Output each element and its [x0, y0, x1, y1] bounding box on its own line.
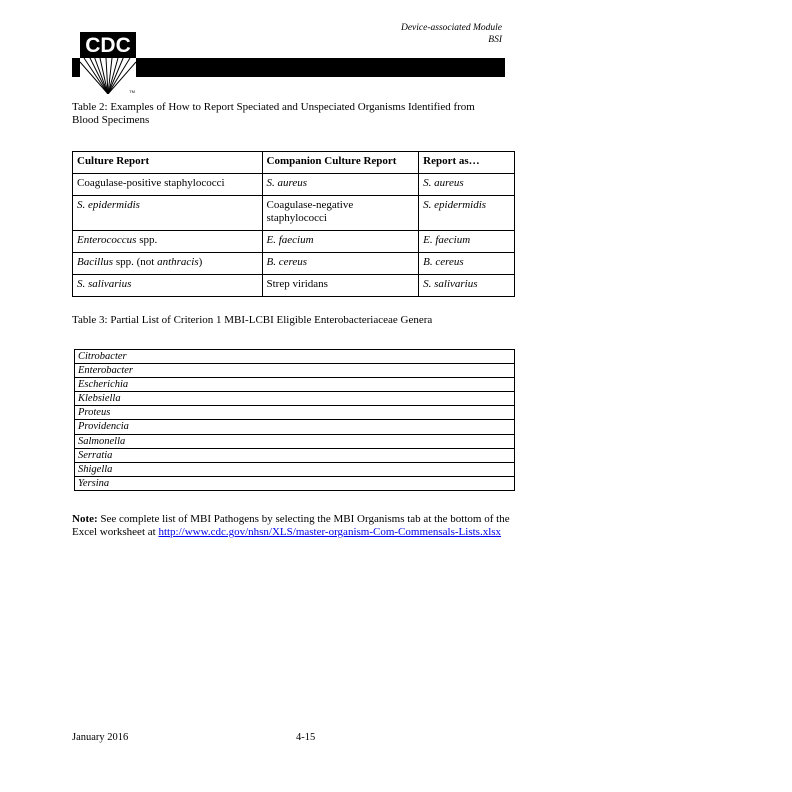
organism-report-table: [72, 151, 515, 297]
column-header: Report as…: [419, 152, 515, 174]
genus-cell: Klebsiella: [75, 392, 515, 406]
table-cell: S. salivarius: [419, 275, 515, 297]
note-paragraph: [72, 513, 532, 539]
table-cell: B. cereus: [419, 253, 515, 275]
note-label: Note:: [72, 513, 98, 525]
table-header-row: [73, 152, 515, 174]
table-row: [75, 392, 515, 406]
svg-text:TM: TM: [129, 89, 135, 94]
table-row: [75, 476, 515, 490]
table-cell: S. aureus: [262, 174, 419, 196]
header-bar: [72, 58, 505, 77]
table-row: [73, 231, 515, 253]
cdc-logo: [80, 32, 136, 94]
table-row: [73, 196, 515, 231]
genus-cell: Escherichia: [75, 378, 515, 392]
table3-caption: Table 3: Partial List of Criterion 1 MBI-LCBI Eligible Enterobacteriaceae Genera: [72, 314, 433, 326]
table-cell: Strep viridans: [262, 275, 419, 297]
genera-table: [74, 349, 515, 491]
table-cell: Coagulase-positive staphylococci: [73, 174, 263, 196]
table-row: [75, 378, 515, 392]
module-title: Device-associated Module: [400, 23, 502, 33]
table-row: [73, 275, 515, 297]
column-header: Companion Culture Report: [262, 152, 419, 174]
genus-cell: Yersina: [75, 476, 515, 490]
svg-text:CDC: CDC: [85, 34, 131, 57]
table-row: [75, 406, 515, 420]
running-header: [380, 22, 502, 46]
table-cell: S. epidermidis: [73, 196, 263, 231]
footer-date: January 2016: [72, 732, 129, 743]
table-cell: S. epidermidis: [419, 196, 515, 231]
table-row: [73, 253, 515, 275]
table-cell: S. salivarius: [73, 275, 263, 297]
table-cell: Bacillus spp. (not anthracis): [73, 253, 263, 275]
table-cell: Coagulase-negative staphylococci: [262, 196, 419, 231]
genus-cell: Enterobacter: [75, 364, 515, 378]
table-row: [75, 434, 515, 448]
note-text: See complete list of MBI Pathogens by selecting the MBI Organisms tab at the bottom of the Excel worksheet at: [72, 513, 510, 538]
table-cell: Enterococcus spp.: [73, 231, 263, 253]
table-cell: S. aureus: [419, 174, 515, 196]
table-cell: E. faecium: [262, 231, 419, 253]
table-cell: E. faecium: [419, 231, 515, 253]
section-title: BSI: [488, 35, 502, 45]
column-header: Culture Report: [73, 152, 263, 174]
organism-list-link[interactable]: http://www.cdc.gov/nhsn/XLS/master-organism-Com-Commensals-Lists.xlsx: [158, 526, 502, 538]
genus-cell: Salmonella: [75, 434, 515, 448]
table-row: [75, 420, 515, 434]
genus-cell: Proteus: [75, 406, 515, 420]
genus-cell: Shigella: [75, 462, 515, 476]
genus-cell: Serratia: [75, 448, 515, 462]
table-row: [75, 448, 515, 462]
table-row: [75, 364, 515, 378]
table2-caption: Table 2: Examples of How to Report Speciated and Unspeciated Organisms Identified from Blood Specimens: [72, 101, 475, 126]
table-row: [75, 350, 515, 364]
table-cell: B. cereus: [262, 253, 419, 275]
table-row: [73, 174, 515, 196]
genus-cell: Providencia: [75, 420, 515, 434]
table-row: [75, 462, 515, 476]
page-number: 4-15: [296, 732, 316, 743]
genus-cell: Citrobacter: [75, 350, 515, 364]
